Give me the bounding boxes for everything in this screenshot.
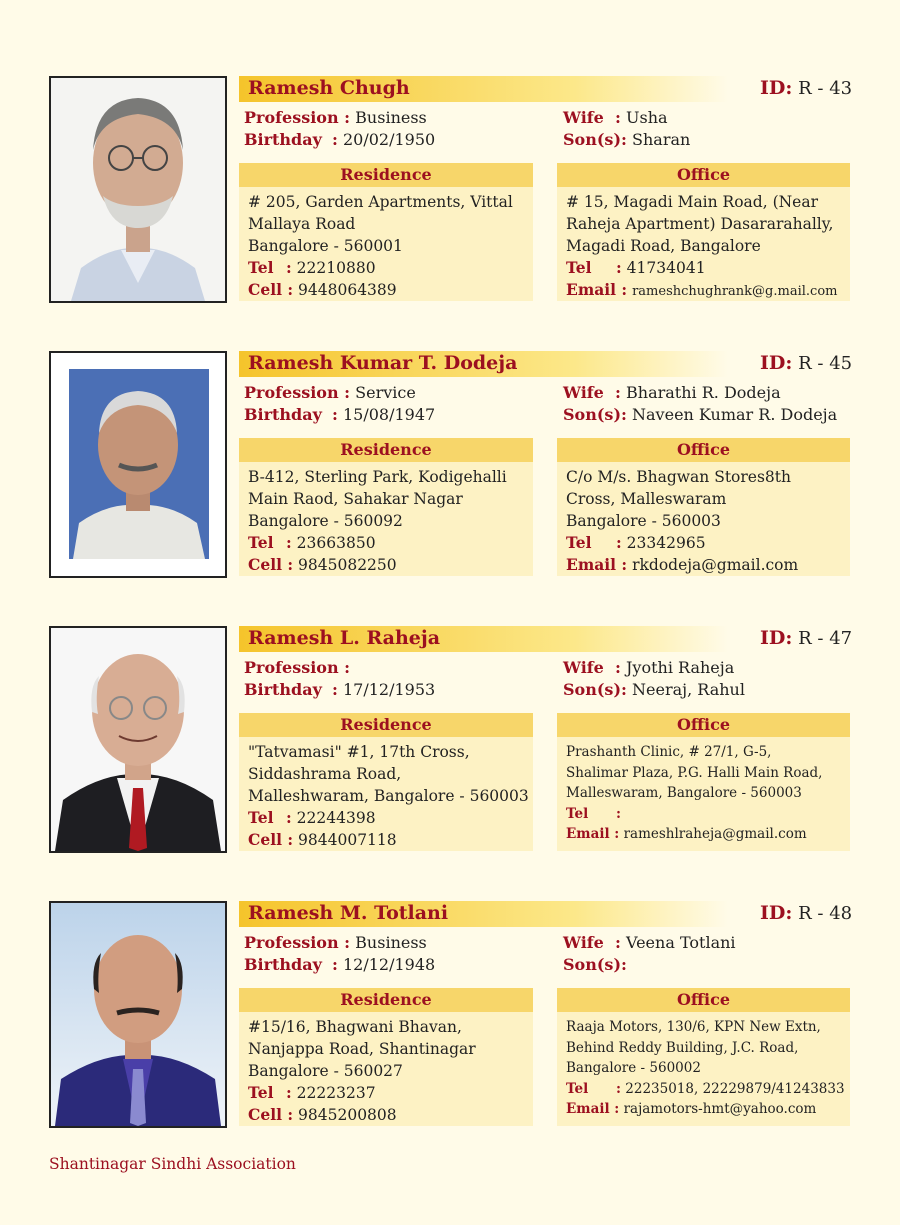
- member-card: [0, 901, 900, 1131]
- member-photo: [49, 76, 227, 303]
- residence-heading: Residence: [239, 988, 533, 1012]
- member-id: ID: R - 48: [760, 902, 853, 924]
- residence-box: [239, 438, 533, 576]
- member-name: Ramesh L. Raheja: [248, 627, 441, 649]
- tel-row: Tel :: [566, 805, 621, 822]
- profession-value: Business: [355, 108, 427, 127]
- office-box: [557, 438, 850, 576]
- address-line: Main Raod, Sahakar Nagar: [248, 490, 463, 508]
- sons-row: Son(s): Naveen Kumar R. Dodeja: [563, 405, 838, 424]
- member-id: ID: R - 45: [760, 352, 853, 374]
- address-line: Malleswaram, Bangalore - 560003: [566, 785, 802, 801]
- email-link[interactable]: rajamotors-hmt@yahoo.com: [623, 1101, 817, 1117]
- cell-row: Cell : 9845200808: [248, 1105, 397, 1124]
- footer-association-name: Shantinagar Sindhi Association: [49, 1155, 296, 1173]
- residence-box: [239, 988, 533, 1126]
- tel-row: Tel : 23342965: [566, 533, 706, 552]
- office-heading: Office: [557, 438, 850, 462]
- email-link[interactable]: rkdodeja@gmail.com: [632, 556, 799, 574]
- sons-row: Son(s): Neeraj, Rahul: [563, 680, 745, 699]
- profession-row: Profession : Business: [244, 933, 427, 952]
- tel-row: Tel : 22235018, 22229879/41243833: [566, 1080, 845, 1097]
- cell-row: Cell : 9844007118: [248, 830, 397, 849]
- email-row: Email : rameshchughrank@g.mail.com: [566, 280, 838, 299]
- office-heading: Office: [557, 988, 850, 1012]
- address-line: Nanjappa Road, Shantinagar: [248, 1040, 476, 1058]
- address-line: Raheja Apartment) Dasararahally,: [566, 215, 834, 233]
- profession-value: Service: [355, 383, 416, 402]
- birthday-row: Birthday : 20/02/1950: [244, 130, 436, 149]
- address-line: # 205, Garden Apartments, Vittal: [248, 193, 513, 211]
- address-line: Bangalore - 560002: [566, 1060, 701, 1076]
- office-heading: Office: [557, 713, 850, 737]
- wife-value: Usha: [626, 108, 668, 127]
- birthday-value: 20/02/1950: [343, 130, 436, 149]
- address-line: Siddashrama Road,: [248, 765, 402, 783]
- birthday-value: 17/12/1953: [343, 680, 436, 699]
- address-line: Cross, Malleswaram: [566, 490, 727, 508]
- member-photo: [49, 351, 227, 578]
- member-id: ID: R - 43: [760, 77, 853, 99]
- sons-value: Naveen Kumar R. Dodeja: [632, 405, 838, 424]
- tel-row: Tel : 23663850: [248, 533, 376, 552]
- member-card: [0, 626, 900, 856]
- wife-value: Bharathi R. Dodeja: [626, 383, 781, 402]
- member-name: Ramesh Kumar T. Dodeja: [248, 352, 518, 374]
- portrait-image: [51, 903, 225, 1126]
- address-line: Prashanth Clinic, # 27/1, G-5,: [566, 744, 772, 760]
- residence-heading: Residence: [239, 163, 533, 187]
- sons-value: Sharan: [632, 130, 691, 149]
- residence-box: [239, 713, 533, 851]
- profession-row: Profession : Business: [244, 108, 427, 127]
- wife-row: Wife : Veena Totlani: [563, 933, 736, 952]
- tel-row: Tel : 22223237: [248, 1083, 376, 1102]
- email-link[interactable]: rameshlraheja@gmail.com: [623, 826, 807, 842]
- member-photo: [49, 626, 227, 853]
- wife-row: Wife : Usha: [563, 108, 668, 127]
- birthday-row: Birthday : 12/12/1948: [244, 955, 436, 974]
- address-line: C/o M/s. Bhagwan Stores8th: [566, 468, 791, 486]
- email-row: Email : rajamotors-hmt@yahoo.com: [566, 1101, 817, 1117]
- residence-heading: Residence: [239, 438, 533, 462]
- tel-row: Tel : 22210880: [248, 258, 376, 277]
- birthday-value: 12/12/1948: [343, 955, 436, 974]
- residence-heading: Residence: [239, 713, 533, 737]
- wife-row: Wife : Jyothi Raheja: [563, 658, 735, 677]
- member-id: ID: R - 47: [760, 627, 853, 649]
- address-line: Bangalore - 560001: [248, 237, 403, 255]
- office-heading: Office: [557, 163, 850, 187]
- address-line: Bangalore - 560092: [248, 512, 403, 530]
- sons-row: Son(s): Sharan: [563, 130, 691, 149]
- email-row: Email : rkdodeja@gmail.com: [566, 555, 799, 574]
- profession-row: Profession : Service: [244, 383, 416, 402]
- member-card: [0, 76, 900, 306]
- address-line: Mallaya Road: [248, 215, 356, 233]
- wife-value: Veena Totlani: [626, 933, 736, 952]
- portrait-image: [51, 353, 225, 576]
- residence-box: [239, 163, 533, 301]
- member-name: Ramesh Chugh: [248, 77, 410, 99]
- email-row: Email : rameshlraheja@gmail.com: [566, 826, 807, 842]
- portrait-image: [51, 78, 225, 301]
- profession-row: Profession :: [244, 658, 351, 677]
- email-link[interactable]: rameshchughrank@g.mail.com: [632, 284, 838, 299]
- portrait-image: [51, 628, 225, 851]
- address-line: Malleshwaram, Bangalore - 560003: [248, 787, 529, 805]
- birthday-row: Birthday : 17/12/1953: [244, 680, 436, 699]
- address-line: Behind Reddy Building, J.C. Road,: [566, 1039, 799, 1056]
- office-box: [557, 163, 850, 301]
- address-line: Raaja Motors, 130/6, KPN New Extn,: [566, 1019, 821, 1035]
- address-line: Bangalore - 560027: [248, 1062, 403, 1080]
- office-box: [557, 713, 850, 851]
- address-line: Shalimar Plaza, P.G. Halli Main Road,: [566, 764, 823, 781]
- birthday-row: Birthday : 15/08/1947: [244, 405, 436, 424]
- address-line: Magadi Road, Bangalore: [566, 237, 761, 255]
- address-line: #15/16, Bhagwani Bhavan,: [248, 1018, 462, 1036]
- tel-row: Tel : 22244398: [248, 808, 376, 827]
- member-card: [0, 351, 900, 581]
- birthday-value: 15/08/1947: [343, 405, 436, 424]
- profession-value: Business: [355, 933, 427, 952]
- address-line: # 15, Magadi Main Road, (Near: [566, 193, 819, 211]
- cell-row: Cell : 9845082250: [248, 555, 397, 574]
- address-line: B-412, Sterling Park, Kodigehalli: [248, 468, 507, 486]
- sons-value: Neeraj, Rahul: [632, 680, 745, 699]
- tel-row: Tel : 41734041: [566, 258, 706, 277]
- member-photo: [49, 901, 227, 1128]
- member-name: Ramesh M. Totlani: [248, 902, 449, 924]
- wife-row: Wife : Bharathi R. Dodeja: [563, 383, 781, 402]
- office-box: [557, 988, 850, 1126]
- address-line: Bangalore - 560003: [566, 512, 721, 530]
- sons-row: Son(s):: [563, 955, 627, 974]
- address-line: "Tatvamasi" #1, 17th Cross,: [248, 743, 470, 761]
- cell-row: Cell : 9448064389: [248, 280, 397, 299]
- wife-value: Jyothi Raheja: [626, 658, 735, 677]
